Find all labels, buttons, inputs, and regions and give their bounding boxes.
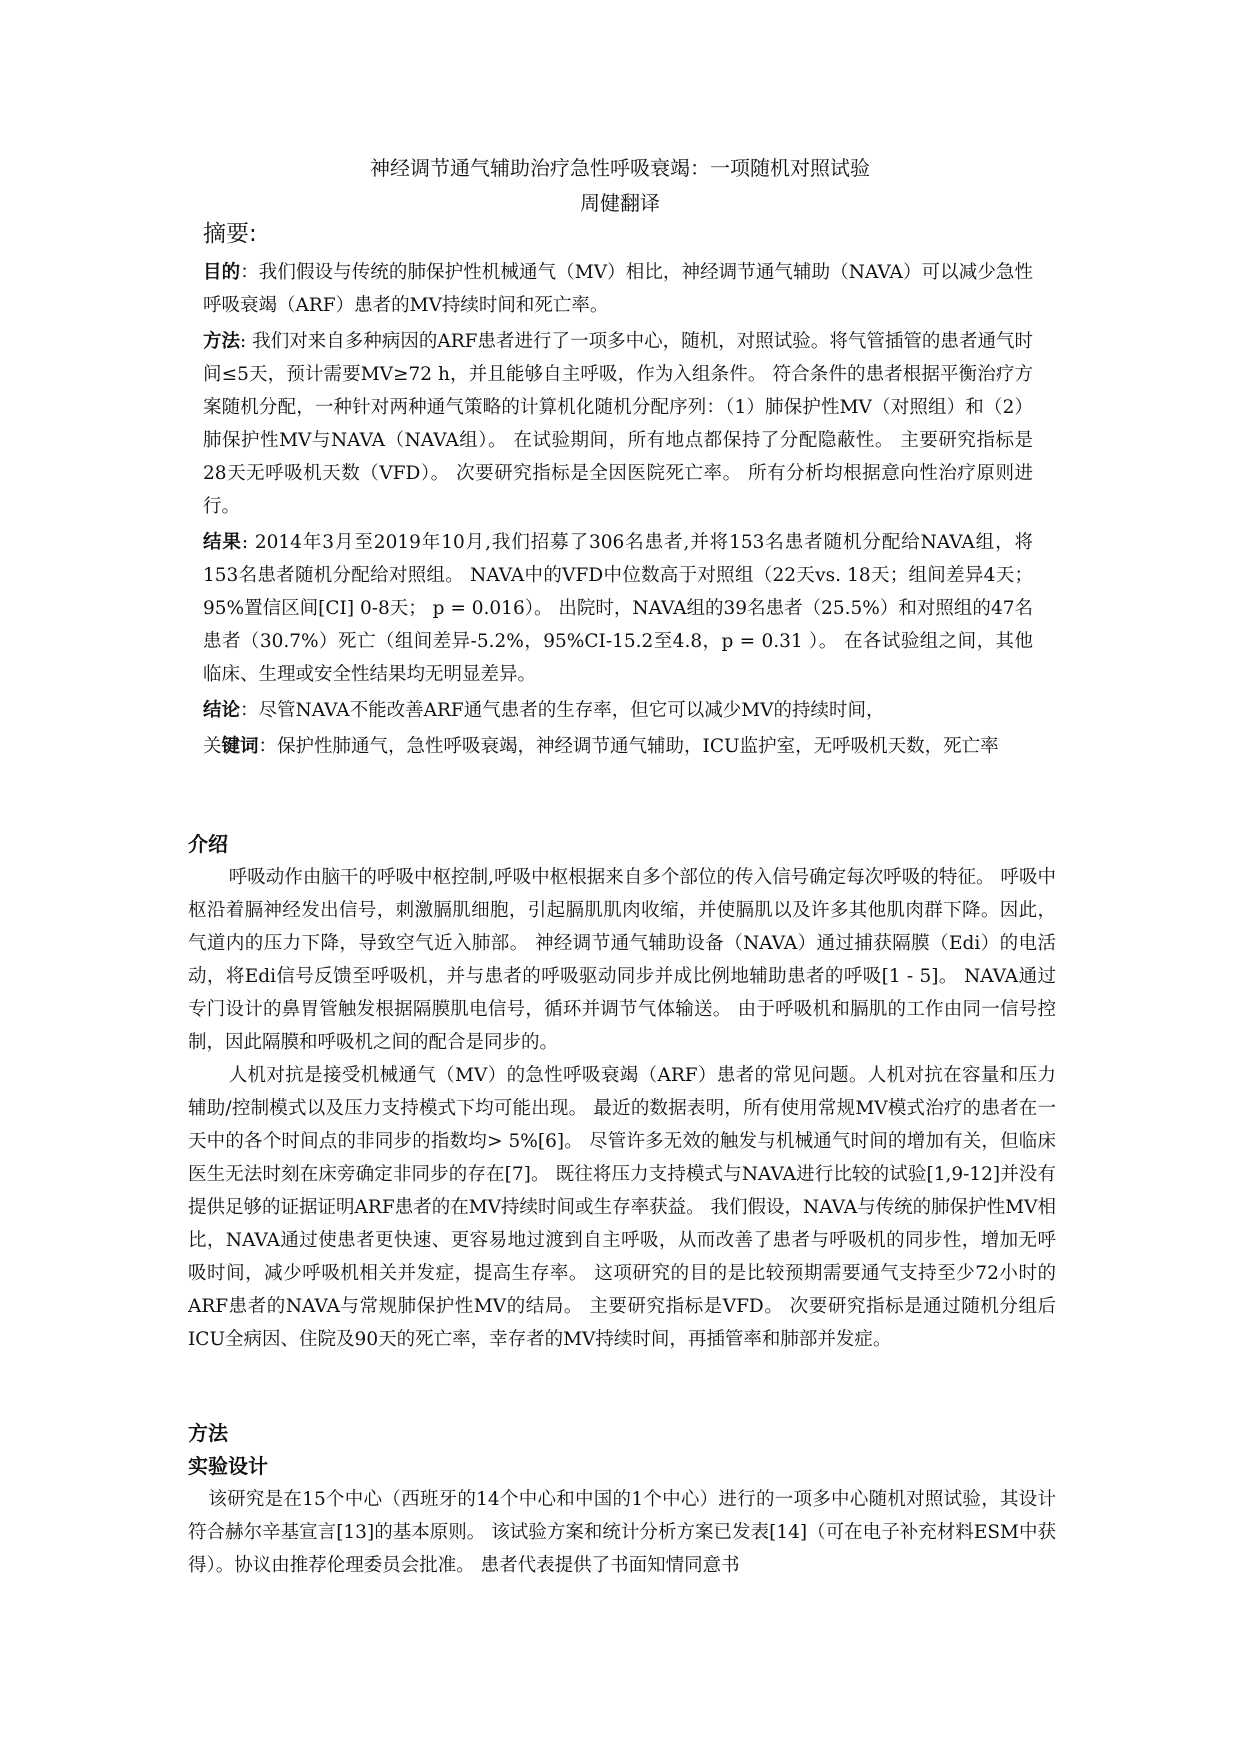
keywords-text: ：保护性肺通气，急性呼吸衰竭，神经调节通气辅助，ICU监护室，无呼吸机天数，死亡率 [258,736,999,757]
conclusion-text: ：尽管NAVA不能改善ARF通气患者的生存率，但它可以减少MV的持续时间， [240,700,885,721]
intro-paragraph: 呼吸动作由脑干的呼吸中枢控制,呼吸中枢根据来自多个部位的传入信号确定每次呼吸的特征。 呼吸中枢沿着膈神经发出信号，刺激膈肌细胞，引起膈肌肌肉收缩，并使膈肌以及许多其他肌肉群下降。因此，气道内的压力下降，导致空气近入肺部。 神经调节通气辅助设备（NAVA）通过捕获隔膜（Edi）的电活动，将Edi信号反馈至呼吸机，并与患者的呼吸驱动同步并成比例地辅助患者的呼吸[1 - 5]。 NAVA通过专门设计的鼻胃管触发根据隔膜肌电信号，循环并调节气体输送。 由于呼吸机和膈肌的工作由同一信号控制，因此隔膜和呼吸机之间的配合是同步的。 [188,867,1056,1053]
conclusion-label: 结论 [203,700,241,721]
study-design-paragraph: 该研究是在15个中心（西班牙的14个中心和中国的1个中心）进行的一项多中心随机对照试验，其设计符合赫尔辛基宣言[13]的基本原则。 该试验方案和统计分析方案已发表[14]（可在电子补充材料ESM中获得）。协议由推荐伦理委员会批准。 患者代表提供了书面知情同意书 [188,1489,1056,1576]
objective-label: 目的 [203,262,241,283]
abstract-objective [203,256,1033,322]
abstract-methods [203,325,1033,523]
abstract-heading: 摘要: [203,221,257,247]
keywords-label-prefix: 关 [203,736,222,757]
results-text: : 2014年3月至2019年10月,我们招募了306名患者,并将153名患者随机分配给NAVA组，将153名患者随机分配给对照组。 NAVA中的VFD中位数高于对照组（22天vs. 18天；组间差异4天； 95%置信区间[CI] 0-8天； p = 0.016）。 出院时，NAVA组的39名患者（25.5%）和对照组的47名患者（30.7%）死亡（组间差异-5.2%，95%CI-15.2至4.8，p = 0.31 ）。 在各试验组之间，其他临床、生理或安全性结果均无明显差异。 [203,532,1033,685]
translator-credit: 周健翻译 [580,191,660,215]
abstract-results [203,526,1033,691]
methods-heading: 方法 [188,1421,228,1445]
results-label: 结果 [203,532,242,553]
study-design-heading: 实验设计 [188,1454,268,1478]
abstract-keywords [203,730,1033,763]
document-title: 神经调节通气辅助治疗急性呼吸衰竭：一项随机对照试验 [370,156,870,180]
objective-text: ：我们假设与传统的肺保护性机械通气（MV）相比，神经调节通气辅助（NAVA）可以减少急性呼吸衰竭（ARF）患者的MV持续时间和死亡率。 [203,262,1033,316]
methods-section [188,1417,1056,1582]
abstract-section [203,218,1033,766]
introduction-section [188,828,1056,1356]
keywords-label: 键词 [221,736,259,757]
methods-text: : 我们对来自多种病因的ARF患者进行了一项多中心，随机，对照试验。将气管插管的患者通气时间≤5天，预计需要MV≥72 h，并且能够自主呼吸，作为入组条件。 符合条件的患者根据平衡治疗方案随机分配，一种针对两种通气策略的计算机化随机分配序列：（1）肺保护性MV（对照组）和（2）肺保护性MV与NAVA（NAVA组）。 在试验期间，所有地点都保持了分配隐蔽性。 主要研究指标是28天无呼吸机天数（VFD）。 次要研究指标是全因医院死亡率。 所有分析均根据意向性治疗原则进行。 [203,331,1033,517]
methods-label: 方法 [203,331,241,352]
abstract-conclusion [203,694,1033,727]
intro-paragraph: 人机对抗是接受机械通气（MV）的急性呼吸衰竭（ARF）患者的常见问题。人机对抗在容量和压力辅助/控制模式以及压力支持模式下均可能出现。 最近的数据表明，所有使用常规MV模式治疗的患者在一天中的各个时间点的非同步的指数均> 5%[6]。 尽管许多无效的触发与机械通气时间的增加有关，但临床医生无法时刻在床旁确定非同步的存在[7]。 既往将压力支持模式与NAVA进行比较的试验[1,9-12]并没有提供足够的证据证明ARF患者的在MV持续时间或生存率获益。 我们假设，NAVA与传统的肺保护性MV相比，NAVA通过使患者更快速、更容易地过渡到自主呼吸，从而改善了患者与呼吸机的同步性，增加无呼吸时间，减少呼吸机相关并发症，提高生存率。 这项研究的目的是比较预期需要通气支持至少72小时的ARF患者的NAVA与常规肺保护性MV的结局。 主要研究指标是VFD。 次要研究指标是通过随机分组后ICU全病因、住院及90天的死亡率，幸存者的MV持续时间，再插管率和肺部并发症。 [188,1065,1056,1350]
introduction-heading: 介绍 [188,832,228,856]
